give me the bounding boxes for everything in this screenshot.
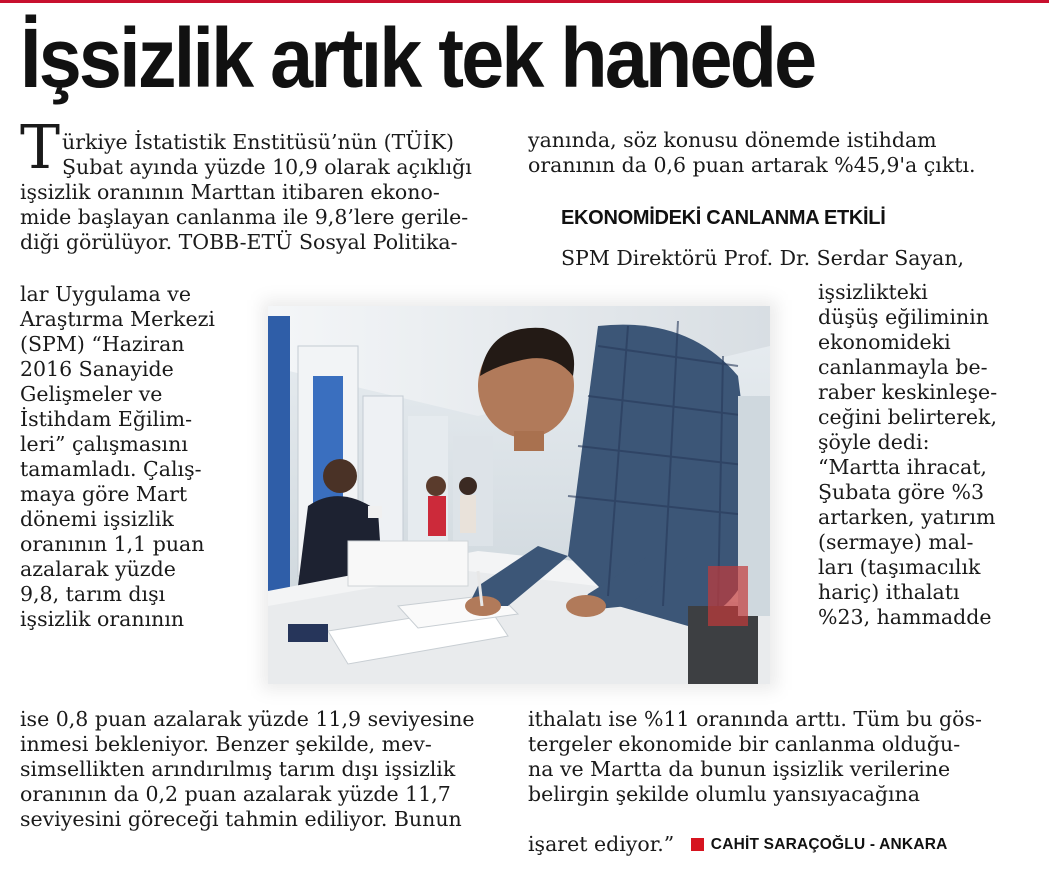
body-text-line: na ve Martta da bunun işsizlik verilerine [528, 757, 951, 781]
body-text-line: leri” çalışmasını [20, 432, 188, 456]
body-text-line: lar Uygulama ve [20, 282, 191, 306]
body-text-line: hariç) ithalatı [818, 580, 960, 604]
body-text-line: diği görülüyor. TOBB-ETÜ Sosyal Politika- [20, 230, 458, 254]
body-text-line: (SPM) “Haziran [20, 332, 185, 356]
body-text-line: oranının da 0,2 puan azalarak yüzde 11,7 [20, 782, 451, 806]
drop-cap: T [20, 113, 61, 183]
body-text-line: Şubat ayında yüzde 10,9 olarak açıklığı [62, 155, 472, 179]
body-text-line: Şubata göre %3 [818, 480, 985, 504]
body-text-line: işsizlik oranının [20, 607, 185, 631]
body-text-line: oranının da 0,6 puan artarak %45,9'a çıktı. [528, 153, 976, 177]
body-text-line: maya göre Mart [20, 482, 188, 506]
body-text-line: mide başlayan canlanma ile 9,8’lere gerile- [20, 205, 469, 229]
body-text-line: işsizlik oranının Marttan itibaren ekono- [20, 180, 440, 204]
body-text-line: işsizlikteki [818, 280, 928, 304]
byline-block [691, 832, 948, 857]
body-text-line: ceğini belirterek, [818, 405, 997, 429]
body-text-line: oranının 1,1 puan [20, 532, 205, 556]
body-text-line: ithalatı ise %11 oranında arttı. Tüm bu gös- [528, 707, 982, 731]
body-text-line: tergeler ekonomide bir canlanma olduğu- [528, 732, 961, 756]
photo-illustration [268, 306, 770, 684]
byline-square-icon [691, 838, 704, 851]
body-text-line: artarken, yatırım [818, 505, 996, 529]
body-text-line: Araştırma Merkezi [20, 307, 215, 331]
body-text-line: şöyle dedi: [818, 430, 930, 454]
body-text-line: yanında, söz konusu dönemde istihdam [528, 128, 937, 152]
body-text-line: “Martta ihracat, [818, 455, 987, 479]
body-text-line: %23, hammadde [818, 605, 992, 629]
body-text-line: ise 0,8 puan azalarak yüzde 11,9 seviyesine [20, 707, 475, 731]
body-text-line: dönemi işsizlik [20, 507, 174, 531]
body-text-line: ekonomideki [818, 330, 951, 354]
subheading: EKONOMİDEKİ CANLANMA ETKİLİ [561, 207, 886, 229]
body-text-line: inmesi bekleniyor. Benzer şekilde, mev- [20, 732, 432, 756]
body-text-line: düşüş eğiliminin [818, 305, 989, 329]
body-text-line: simsellikten arındırılmış tarım dışı işsizlik [20, 757, 456, 781]
body-text-line: azalarak yüzde [20, 557, 176, 581]
body-text-line: canlanmayla be- [818, 355, 988, 379]
body-text-line: İstihdam Eğilim- [20, 407, 193, 431]
byline: CAHİT SARAÇOĞLU - ANKARA [710, 836, 948, 853]
body-text-line: (sermaye) mal- [818, 530, 974, 554]
body-text-line: ürkiye İstatistik Enstitüsü’nün (TÜİK) [62, 130, 454, 154]
body-text-line: belirgin şekilde olumlu yansıyacağına [528, 782, 921, 806]
news-photo [268, 306, 770, 684]
headline: İşsizlik artık tek hanede [20, 11, 815, 105]
body-text-line: tamamladı. Çalış- [20, 457, 202, 481]
closing-quote: işaret ediyor.” [528, 832, 675, 856]
body-text-line: 9,8, tarım dışı [20, 582, 166, 606]
body-text-line: 2016 Sanayide [20, 357, 174, 381]
body-text-line: Gelişmeler ve [20, 382, 163, 406]
closing-line [528, 832, 948, 857]
body-text-line: seviyesini göreceği tahmin ediliyor. Bunun [20, 807, 462, 831]
column-2-intro: SPM Direktörü Prof. Dr. Serdar Sayan, [561, 246, 965, 270]
body-text-line: raber keskinleşe- [818, 380, 998, 404]
top-rule [0, 0, 1049, 3]
body-text-line: ları (taşımacılık [818, 555, 981, 579]
